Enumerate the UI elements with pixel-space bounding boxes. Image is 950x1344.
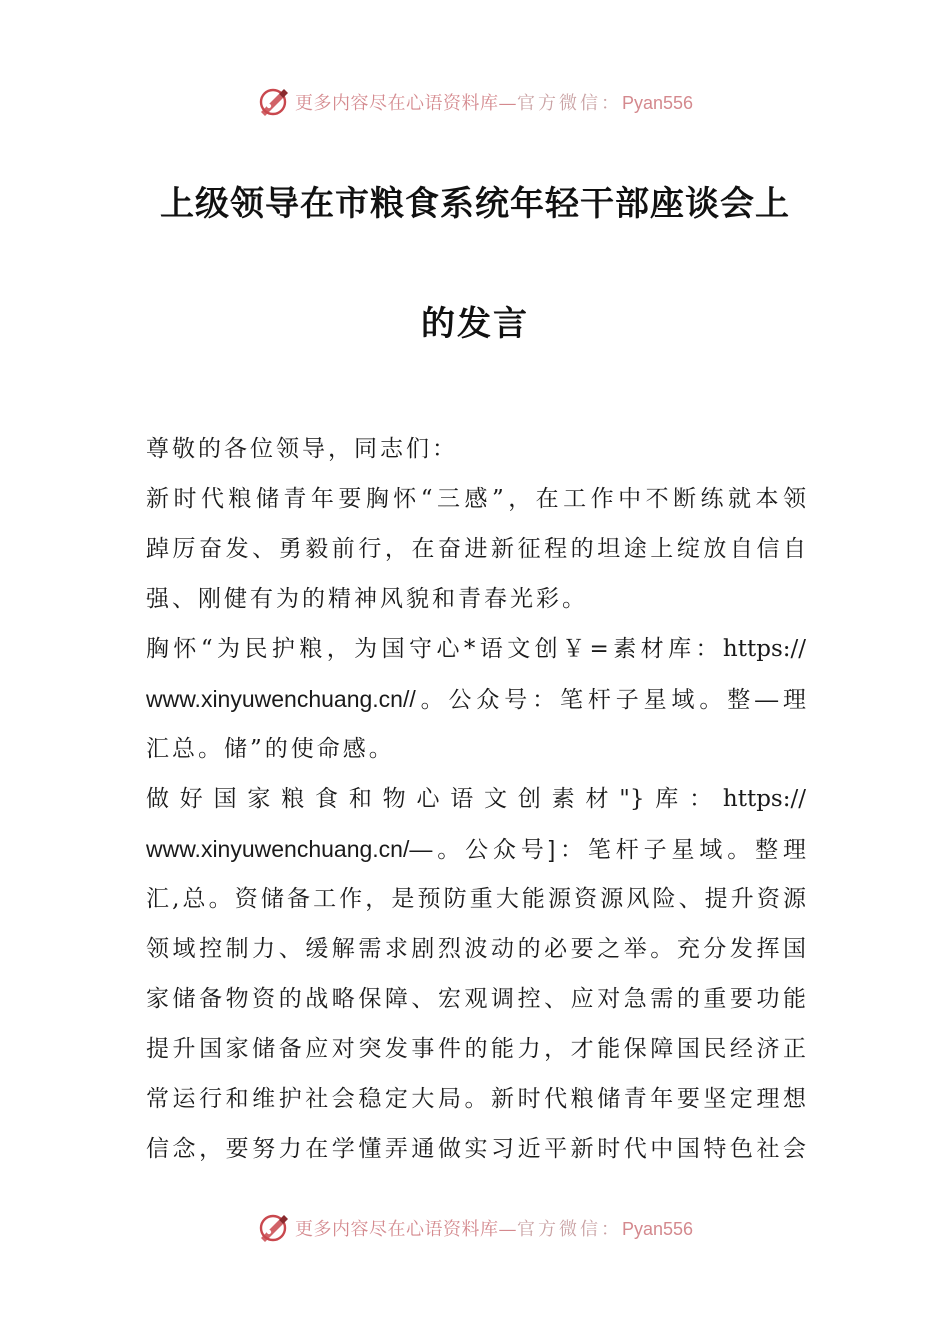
- banner-wechat-label: 官方微信：: [516, 93, 622, 114]
- document-title-line-2: 的发言: [421, 304, 529, 344]
- body-line: 常运行和维护社会稳定大局。新时代粮储青年要坚定理想: [146, 1086, 806, 1112]
- banner-promo-text: 更多内容尽在心语资料库—: [294, 93, 517, 114]
- body-line: 新时代粮储青年要胸怀“三感”，在工作中不断练就本领: [146, 486, 806, 512]
- banner-text: [295, 1215, 693, 1241]
- body-line: www.xinyuwenchuang.cn/—。公众号]：笔杆子星域。整理: [146, 836, 806, 862]
- body-line: www.xinyuwenchuang.cn//。公众号：笔杆子星域。整—理: [146, 686, 806, 712]
- banner-text: [295, 89, 693, 115]
- body-line: 胸怀“为民护粮，为国守心*语文创￥=素材库：https://: [146, 636, 806, 662]
- banner-promo-text: 更多内容尽在心语资料库—: [294, 1219, 517, 1240]
- footer-watermark-banner: [0, 1208, 950, 1248]
- document-title-line-1: 上级领导在市粮食系统年轻干部座谈会上: [160, 184, 790, 224]
- body-line: 做好国家粮食和物心语文创素材"}库：https://: [146, 786, 806, 812]
- body-line: 汇,总。资储备工作，是预防重大能源资源风险、提升资源: [146, 886, 806, 912]
- body-line: 提升国家储备应对突发事件的能力，才能保障国民经济正: [146, 1036, 806, 1062]
- banner-wechat-label: 官方微信：: [516, 1219, 622, 1240]
- body-line: 强、刚健有为的精神风貌和青春光彩。: [146, 586, 588, 612]
- banner-wechat-id: Pyan556: [621, 1219, 694, 1239]
- body-line: 领域控制力、缓解需求剧烈波动的必要之举。充分发挥国: [146, 936, 806, 962]
- body-line: 家储备物资的战略保障、宏观调控、应对急需的重要功能: [146, 986, 806, 1012]
- body-line: 汇总。储”的使命感。: [146, 736, 395, 762]
- header-watermark-banner: [0, 82, 950, 122]
- document-body: [146, 424, 806, 1174]
- banner-wechat-id: Pyan556: [621, 93, 694, 113]
- body-line: 信念，要努力在学懂弄通做实习近平新时代中国特色社会: [146, 1136, 806, 1162]
- body-line-salutation: 尊敬的各位领导，同志们：: [146, 436, 458, 462]
- pen-logo-icon: [257, 1212, 289, 1244]
- pen-logo-icon: [257, 86, 289, 118]
- body-line: 踔厉奋发、勇毅前行，在奋进新征程的坦途上绽放自信自: [146, 536, 806, 562]
